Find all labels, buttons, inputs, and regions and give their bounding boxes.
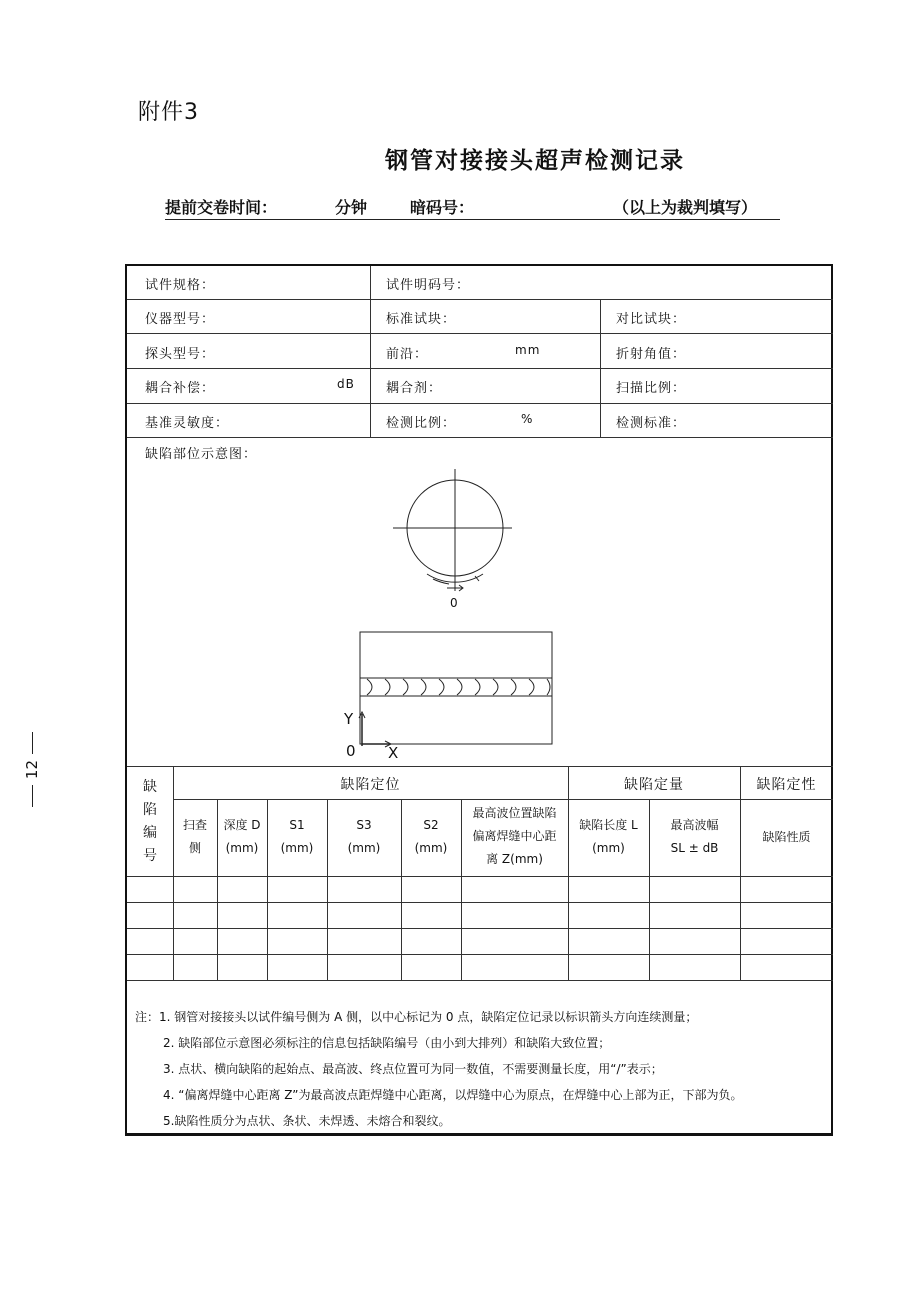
page-number-dash-bottom <box>32 785 33 807</box>
table-col-line <box>568 766 569 980</box>
page-number-value: 12 <box>22 760 41 780</box>
diagram-label: 缺陷部位示意图： <box>145 447 258 462</box>
nature-header: 缺陷性质 <box>762 830 811 844</box>
page-number-dash-top <box>32 732 33 754</box>
scan-ratio-label: 扫描比例： <box>616 381 687 396</box>
standard-label: 检测标准： <box>616 416 687 431</box>
notes <box>135 1004 743 1134</box>
plate-outline <box>360 632 552 744</box>
instrument-label: 仪器型号： <box>145 312 216 327</box>
table-row-line <box>127 902 833 903</box>
judge-fill-line <box>165 195 780 220</box>
table-body-line <box>127 876 833 877</box>
std-block-label: 标准试块： <box>386 312 457 327</box>
submit-time-label: 提前交卷时间： <box>165 198 278 217</box>
note-3: 3. 点状、横向缺陷的起始点、最高波、终点位置可为同一数值，不需要测量长度，用“/”表示； <box>163 1062 663 1076</box>
attachment-label: 附件3 <box>138 100 199 125</box>
s1-header: S1 (mm) <box>280 818 314 855</box>
table-col-line <box>173 766 174 980</box>
probe-label: 探头型号： <box>145 347 216 362</box>
max-wave-header: 最高波位置缺陷 偏离焊缝中心距 离 Z(mm) <box>472 806 557 866</box>
detect-ratio-label: 检测比例： <box>386 416 457 431</box>
scan-side-header: 扫查 侧 <box>182 818 207 855</box>
note-5: 5.缺陷性质分为点状、条状、未焊透、未熔合和裂纹。 <box>163 1114 451 1128</box>
defect-diagram <box>127 266 833 766</box>
table-col-line <box>740 766 741 980</box>
table-row-line <box>127 954 833 955</box>
note-4: 4. “偏离焊缝中心距离 Z”为最高波点距焊缝中心距离，以焊缝中心为原点，在焊缝中心上部为正，下部为负。 <box>163 1088 743 1102</box>
group-quantity-header: 缺陷定量 <box>624 777 684 793</box>
page-title: 钢管对接接头超声检测记录 <box>385 148 685 174</box>
axis-origin-label: 0 <box>346 742 357 760</box>
weld-bead-pattern <box>367 679 550 695</box>
group-position-header: 缺陷定位 <box>340 777 401 793</box>
ref-block-label: 对比试块： <box>616 312 687 327</box>
col-defect-id: 缺 陷 编 号 <box>143 779 157 864</box>
length-header: 缺陷长度 L (mm) <box>579 818 638 855</box>
group-nature-header: 缺陷定性 <box>756 777 817 793</box>
judge-note: （以上为裁判填写） <box>613 198 758 217</box>
x-axis-label: X <box>388 744 400 762</box>
circle-origin-label: 0 <box>450 596 459 610</box>
couplant-label: 耦合剂： <box>386 381 443 396</box>
front-unit: mm <box>515 343 541 357</box>
spec-label: 试件规格： <box>145 278 216 293</box>
depth-header: 深度 D (mm) <box>223 818 261 855</box>
coupling-comp-label: 耦合补偿： <box>145 381 216 396</box>
record-form <box>125 264 833 1136</box>
table-row-line <box>127 928 833 929</box>
note-1: 注：1. 钢管对接接头以试件编号侧为 A 侧，以中心标记为 0 点，缺陷定位记录以标识箭头方向连续测量； <box>135 1010 698 1024</box>
code-field-label: 试件明码号： <box>386 278 471 293</box>
amplitude-header: 最高波幅 SL ± dB <box>670 818 719 855</box>
note-2: 2. 缺陷部位示意图必须标注的信息包括缺陷编号（由小到大排列）和缺陷大致位置； <box>163 1036 611 1050</box>
coupling-unit: dB <box>337 377 355 391</box>
detect-unit: % <box>521 412 534 426</box>
y-axis-label: Y <box>344 710 355 728</box>
table-bottom-line <box>127 980 833 981</box>
front-label: 前沿： <box>386 347 429 362</box>
minutes-label: 分钟 <box>335 198 368 217</box>
table-top-line <box>127 766 833 767</box>
code-label: 暗码号： <box>410 198 475 217</box>
sensitivity-label: 基准灵敏度： <box>145 416 230 431</box>
page-number <box>18 732 46 807</box>
s3-header: S3 (mm) <box>347 818 381 855</box>
s2-header: S2 (mm) <box>414 818 448 855</box>
table-header-line <box>173 799 833 800</box>
angle-label: 折射角值： <box>616 347 687 362</box>
